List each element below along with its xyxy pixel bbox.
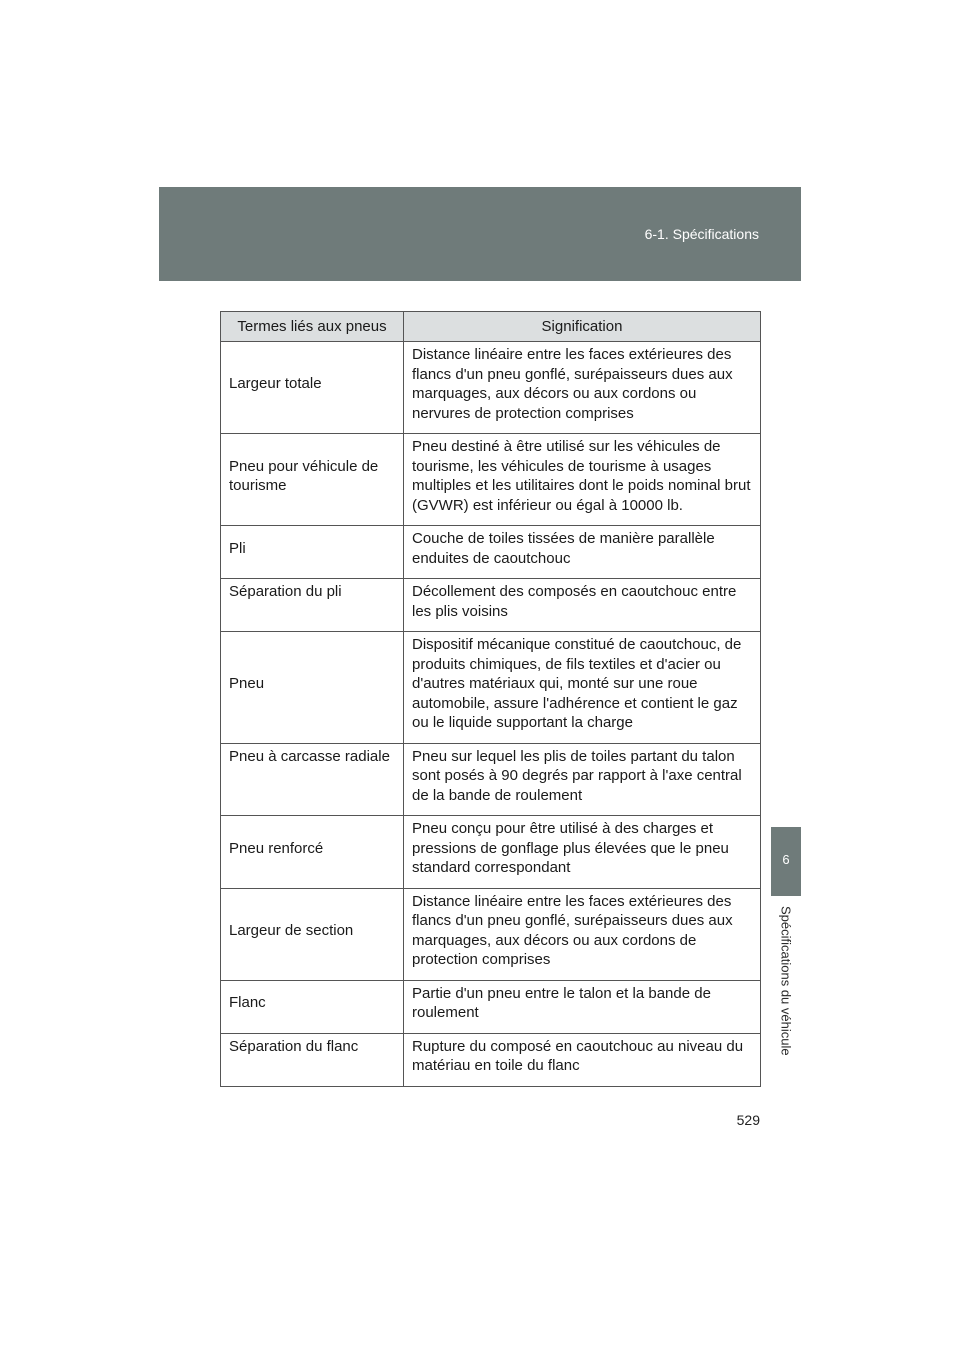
table-row xyxy=(221,743,761,816)
table-row xyxy=(221,434,761,526)
term-cell: Pneu à carcasse radiale xyxy=(221,743,404,816)
table-header-row xyxy=(221,312,761,342)
term-cell: Pneu pour véhicule de tourisme xyxy=(221,434,404,526)
page-number: 529 xyxy=(736,1112,760,1128)
meaning-cell: Distance linéaire entre les faces extérieures des flancs d'un pneu gonflé, surépaisseurs dues aux marquages, aux décors ou aux cordons de protection comprises xyxy=(404,888,761,980)
tire-terms-table xyxy=(220,311,761,1087)
chapter-tab xyxy=(771,827,801,896)
column-header-terms: Termes liés aux pneus xyxy=(221,312,404,342)
term-cell: Séparation du flanc xyxy=(221,1033,404,1086)
table-row xyxy=(221,342,761,434)
meaning-cell: Dispositif mécanique constitué de caoutchouc, de produits chimiques, de fils textiles et d'acier ou d'autres matériaux qui, monté sur une roue automobile, assure l'adhérence et contient le gaz ou le liquide supportant la charge xyxy=(404,632,761,744)
column-header-meaning: Signification xyxy=(404,312,761,342)
term-cell: Pneu renforcé xyxy=(221,816,404,889)
term-cell: Largeur de section xyxy=(221,888,404,980)
meaning-cell: Couche de toiles tissées de manière parallèle enduites de caoutchouc xyxy=(404,526,761,579)
meaning-cell: Décollement des composés en caoutchouc entre les plis voisins xyxy=(404,579,761,632)
term-cell: Pneu xyxy=(221,632,404,744)
meaning-cell: Distance linéaire entre les faces extérieures des flancs d'un pneu gonflé, surépaisseurs dues aux marquages, aux décors ou aux cordons ou nervures de protection comprises xyxy=(404,342,761,434)
term-cell: Flanc xyxy=(221,980,404,1033)
chapter-caption: Spécifications du véhicule xyxy=(778,906,794,1056)
table-row xyxy=(221,632,761,744)
meaning-cell: Pneu conçu pour être utilisé à des charges et pressions de gonflage plus élevées que le pneu standard correspondant xyxy=(404,816,761,889)
meaning-cell: Pneu destiné à être utilisé sur les véhicules de tourisme, les véhicules de tourisme à usages multiples et les utilitaires dont le poids nominal brut (GVWR) est inférieur ou égal à 10000 lb. xyxy=(404,434,761,526)
table-row xyxy=(221,579,761,632)
meaning-cell: Rupture du composé en caoutchouc au niveau du matériau en toile du flanc xyxy=(404,1033,761,1086)
chapter-number: 6 xyxy=(782,852,790,867)
table-row xyxy=(221,1033,761,1086)
section-title: 6-1. Spécifications xyxy=(644,226,759,242)
table-row xyxy=(221,888,761,980)
table-row xyxy=(221,980,761,1033)
term-cell: Pli xyxy=(221,526,404,579)
header-band xyxy=(159,187,801,281)
meaning-cell: Partie d'un pneu entre le talon et la bande de roulement xyxy=(404,980,761,1033)
table-row xyxy=(221,526,761,579)
term-cell: Séparation du pli xyxy=(221,579,404,632)
table-row xyxy=(221,816,761,889)
term-cell: Largeur totale xyxy=(221,342,404,434)
meaning-cell: Pneu sur lequel les plis de toiles partant du talon sont posés à 90 degrés par rapport à l'axe central de la bande de roulement xyxy=(404,743,761,816)
